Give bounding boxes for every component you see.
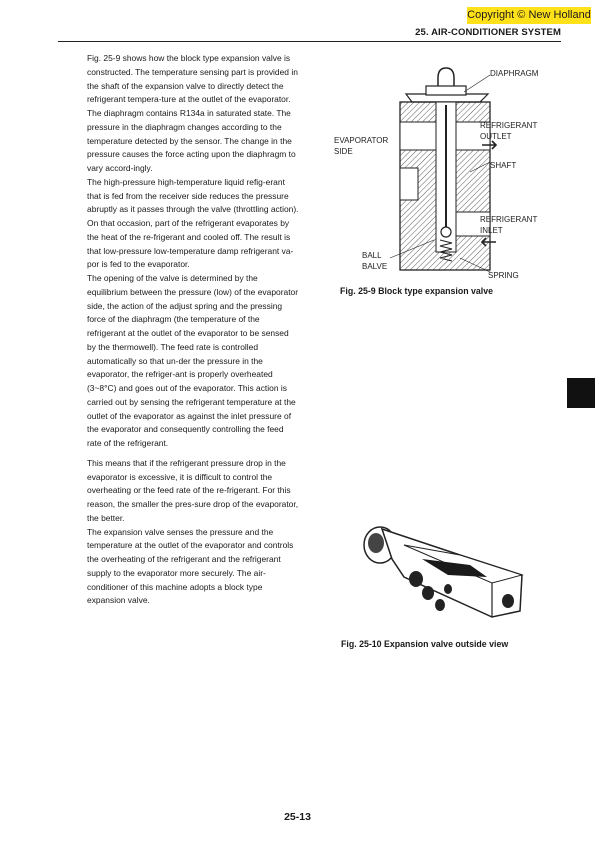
paragraph: The opening of the valve is determined by the equilibrium between the pressure (low) of the evaporator side, the action of the adjust spring and the pressing force of the diaphragm (the temperature of the refrigerant at the outlet of the evaporator to be sensed by the thermowell). The feed rate is controlled automatically so that un-der the pressure in the evaporator, the refriger-ant is properly overheated (3~8°C) and goes out of the evaporator. This action is carried out by sensing the refrigerant temperature at the outlet of the evaporator as against the inlet pressure of the evaporator and consequently controlling the feed rate of the refrigerant. <box>87 273 299 448</box>
evaporator-side-label: SIDE <box>334 147 353 156</box>
refrigerant-inlet-label: REFRIGERANT <box>480 215 538 224</box>
section-tab-marker <box>567 378 595 408</box>
body-text <box>87 52 299 608</box>
figure-caption: Fig. 25-10 Expansion valve outside view <box>341 639 509 649</box>
outside-view-drawing <box>352 515 532 625</box>
shaft-label: SHAFT <box>490 161 517 170</box>
ball-valve <box>441 227 451 237</box>
section-title: 25. AIR-CONDITIONER SYSTEM <box>415 27 561 38</box>
spring-label: SPRING <box>488 271 519 280</box>
copyright-banner: Copyright © New Holland <box>467 7 591 24</box>
paragraph: Fig. 25-9 shows how the block type expansion valve is constructed. The temperature sensing part is provided in the shaft of the expansion valve to directly detect the refrigerant tempera-ture at the outlet of the evaporator. <box>87 53 298 105</box>
evaporator-side-label: EVAPORATOR <box>334 136 389 145</box>
ball-valve-label: BALL <box>362 251 382 260</box>
paragraph: The high-pressure high-temperature liquid refig-erant that is fed from the receiver side reduces the pressure abruptly as it passes through the valve (throttling action). On that occasion, part of the refrigerant evaporates by the heat of the re-frigerant and cooled off. The result is that low-pressure low-temperature damp refrigerant va-por is fed to the evaporator. <box>87 176 299 270</box>
page-number: 25-13 <box>284 811 311 823</box>
refrigerant-inlet-label: INLET <box>480 226 503 235</box>
refrigerant-outlet-label: REFRIGERANT <box>480 121 538 130</box>
refrigerant-outlet-label: OUTLET <box>480 132 512 141</box>
block-valve-diagram <box>330 50 555 282</box>
paragraph: The expansion valve senses the pressure and the temperature at the outlet of the evaporator and controls the overheating of the refrigerant and the refrigerant supply to the evaporator more securely. The air-conditioner of this machine adopts a block type expansion valve. <box>87 526 294 606</box>
figure-caption: Fig. 25-9 Block type expansion valve <box>340 286 494 296</box>
diaphragm-label: DIAPHRAGM <box>490 69 539 78</box>
figure-block-expansion-valve <box>330 50 555 282</box>
paragraph: The diaphragm contains R134a in saturated state. The pressure in the diaphragm changes according to the temperature detected by the sensor. The change in the pressure causes the force acting upon the diaphragm to vary accord-ingly. <box>87 108 296 173</box>
ball-valve-label: BALVE <box>362 262 388 271</box>
paragraph: This means that if the refrigerant pressure drop in the evaporator is excessive, it is difficult to control the overheating or the feed rate of the re-frigerant. For this reason, the smaller the pres-sure drop of the evaporator, the better. <box>87 457 299 523</box>
figure-expansion-valve-outside <box>352 515 532 625</box>
header-rule <box>58 41 561 42</box>
